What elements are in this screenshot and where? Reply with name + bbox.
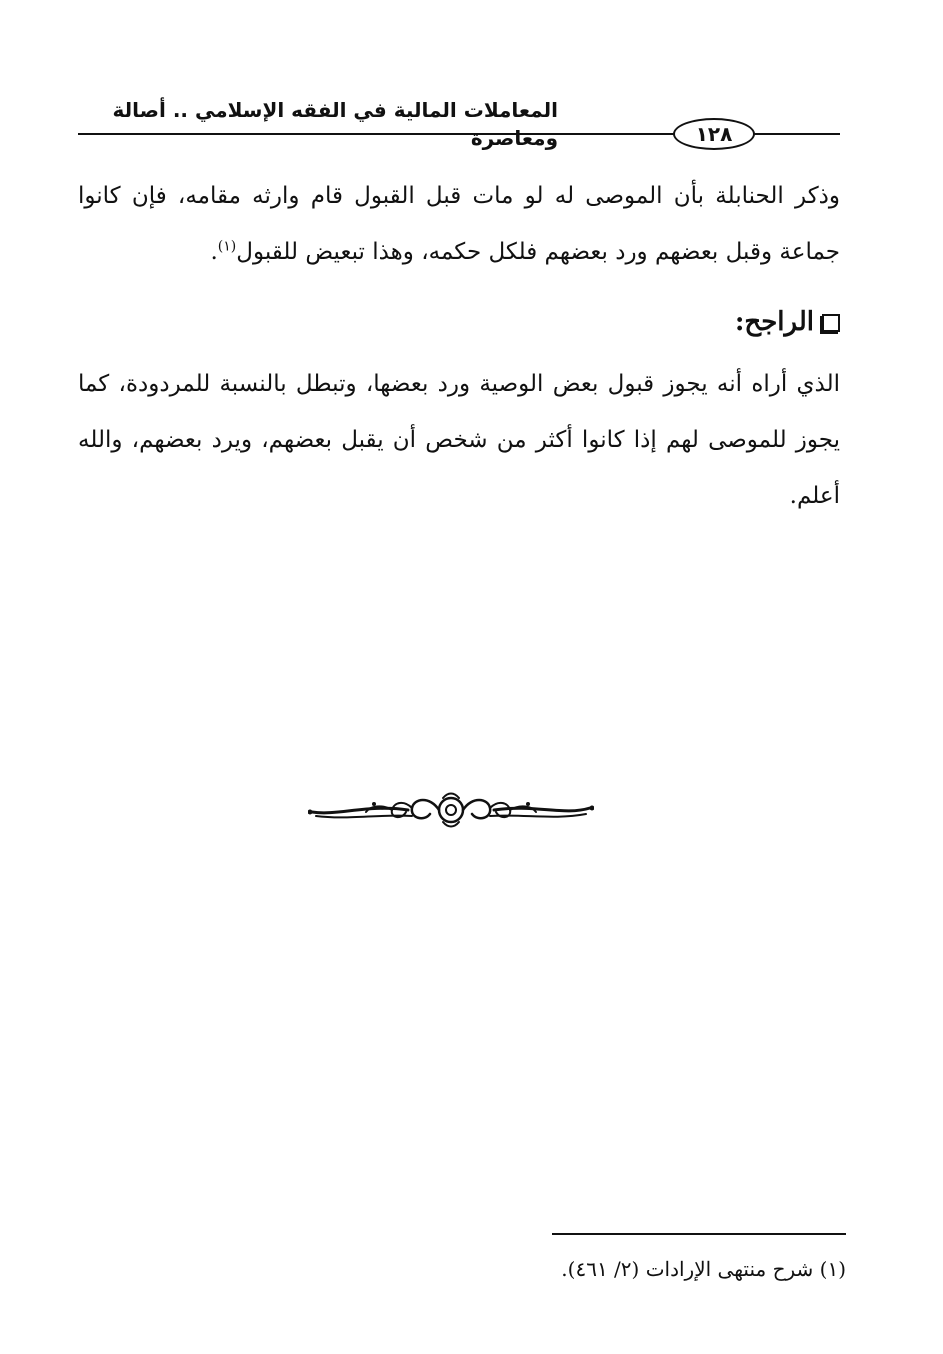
paragraph-preferred-opinion — [78, 356, 840, 524]
footnote-rule — [552, 1233, 846, 1235]
paragraph-text: الذي أراه أنه يجوز قبول بعض الوصية ورد بعضها، وتبطل بالنسبة للمردودة، كما يجوز للموصى لهم إذا كانوا أكثر من شخص أن يقبل بعضهم، ويرد بعضهم، والله أعلم. — [78, 371, 840, 509]
paragraph-hanabila — [78, 168, 840, 280]
paragraph-end: . — [210, 239, 218, 265]
page-number: ١٢٨ — [673, 118, 755, 150]
running-header — [78, 92, 840, 152]
footnote-1: (١) شرح منتهى الإرادات (٢/ ٤٦١). — [561, 1257, 846, 1281]
running-header-title: المعاملات المالية في الفقه الإسلامي .. أصالة ومعاصرة — [112, 98, 558, 150]
section-heading — [78, 300, 840, 344]
decorative-divider-icon — [308, 790, 594, 830]
checkbox-icon — [822, 314, 840, 332]
paragraph-text: وذكر الحنابلة بأن الموصى له لو مات قبل القبول قام وارثه مقامه، فإن كانوا جماعة وقبل بعضهم ورد بعضهم فلكل حكمه، وهذا تبعيض للقبول — [78, 183, 840, 265]
footnote-reference: (١) — [217, 238, 237, 255]
section-heading-text: الراجح: — [734, 307, 814, 337]
